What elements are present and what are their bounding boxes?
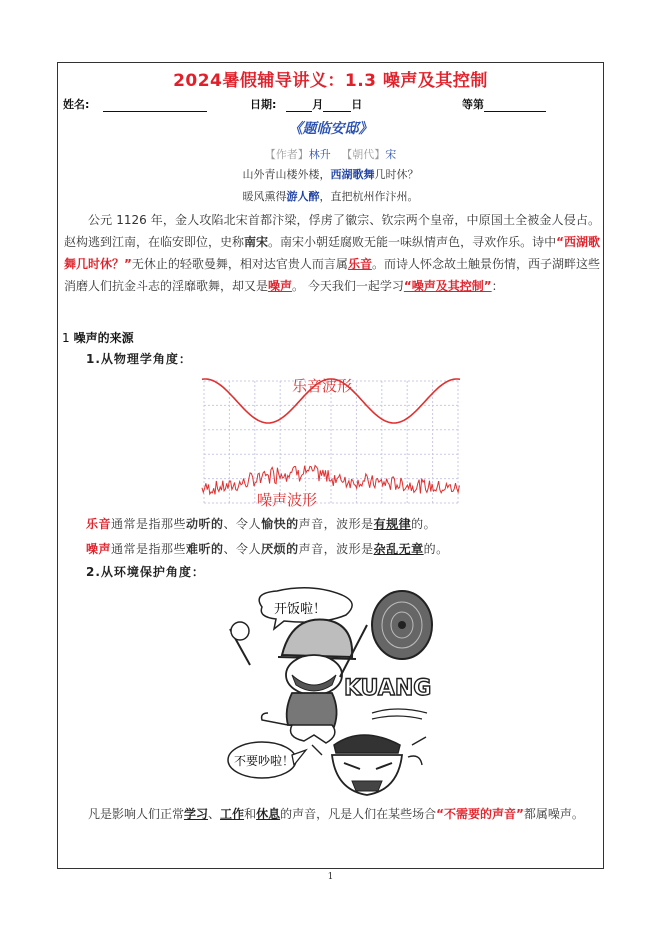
bubble-1-text: 开饭啦！ xyxy=(274,602,327,617)
month-label: 月 xyxy=(312,98,324,111)
month-blank[interactable] xyxy=(286,101,312,112)
poem-line-1: 山外青山楼外楼，西湖歌舞几时休？ xyxy=(242,168,419,181)
grade-blank[interactable] xyxy=(484,101,546,112)
waveform-figure xyxy=(200,375,462,510)
date-field xyxy=(250,96,362,112)
headband-icon xyxy=(334,735,400,753)
term-music: 乐音 xyxy=(347,257,372,271)
intro-paragraph: 公元 1126 年，金人攻陷北宋首都汴梁，俘虏了徽宗、钦宗两个皇帝，中原国土全被金人侵占。赵构逃到江南，在临安即位，史称南宋。南宋小朝廷腐败无能一味纵情声色，寻欢作乐。诗中“西湖歌舞几时休？”无休止的轻歌曼舞，相对达官贵人而言属乐音。而诗人怀念故土触景伤情，西子湖畔这些消磨人们抗金斗志的淫靡歌舞，却又是噪声。 今天我们一起学习“噪声及其控制”： xyxy=(64,213,600,293)
waveform-svg xyxy=(200,375,462,510)
noise-wave-label: 噪声波形 xyxy=(257,491,318,509)
subsection-environment: 2.从环境保护角度： xyxy=(86,565,205,579)
name-label: 姓名: xyxy=(63,98,90,111)
noise-cartoon xyxy=(222,585,444,797)
page-title: 2024暑假辅导讲义：1.3 噪声及其控制 xyxy=(173,71,488,91)
noise-definition-paragraph: 凡是影响人们正常学习、工作和休息的声音，凡是人们在某些场合“不需要的声音”都属噪声。 xyxy=(88,807,584,821)
bubble-2-text: 不要吵啦！ xyxy=(234,754,295,768)
page-number: 1 xyxy=(327,872,334,882)
stick-ball-icon xyxy=(231,622,249,640)
southern-song: 南宋 xyxy=(244,235,269,249)
section-heading: 1 噪声的来源 xyxy=(62,331,134,345)
poem-title: 《题临安邸》 xyxy=(288,121,373,137)
music-description: 乐音通常是指那些动听的、令人愉快的声音，波形是有规律的。 xyxy=(86,517,437,531)
body-icon xyxy=(287,693,337,727)
term-noise: 噪声 xyxy=(268,279,293,293)
grade-label: 等第 xyxy=(462,98,484,111)
bowl-helmet-icon xyxy=(282,619,352,657)
day-label: 日 xyxy=(351,98,363,111)
poem-line-2: 暖风熏得游人醉，直把杭州作汴州。 xyxy=(242,190,419,203)
poem-quote: 西湖歌舞几时休？ xyxy=(64,235,600,271)
subsection-physics: 1.从物理学角度： xyxy=(86,352,192,366)
grade-field xyxy=(462,96,546,112)
name-blank[interactable] xyxy=(103,101,207,112)
music-wave-label: 乐音波形 xyxy=(292,377,353,395)
topic-title: “噪声及其控制” xyxy=(403,279,492,293)
date-label: 日期: xyxy=(250,98,277,111)
name-field xyxy=(63,96,207,112)
unneeded-sound: “不需要的声音” xyxy=(436,807,524,821)
kuang-sound-text: KUANG xyxy=(344,676,432,701)
poem-author: 【作者】林升 【朝代】宋 xyxy=(264,148,397,161)
noise-description: 噪声通常是指那些难听的、令人厌烦的声音，波形是杂乱无章的。 xyxy=(86,542,449,556)
day-blank[interactable] xyxy=(323,101,351,112)
